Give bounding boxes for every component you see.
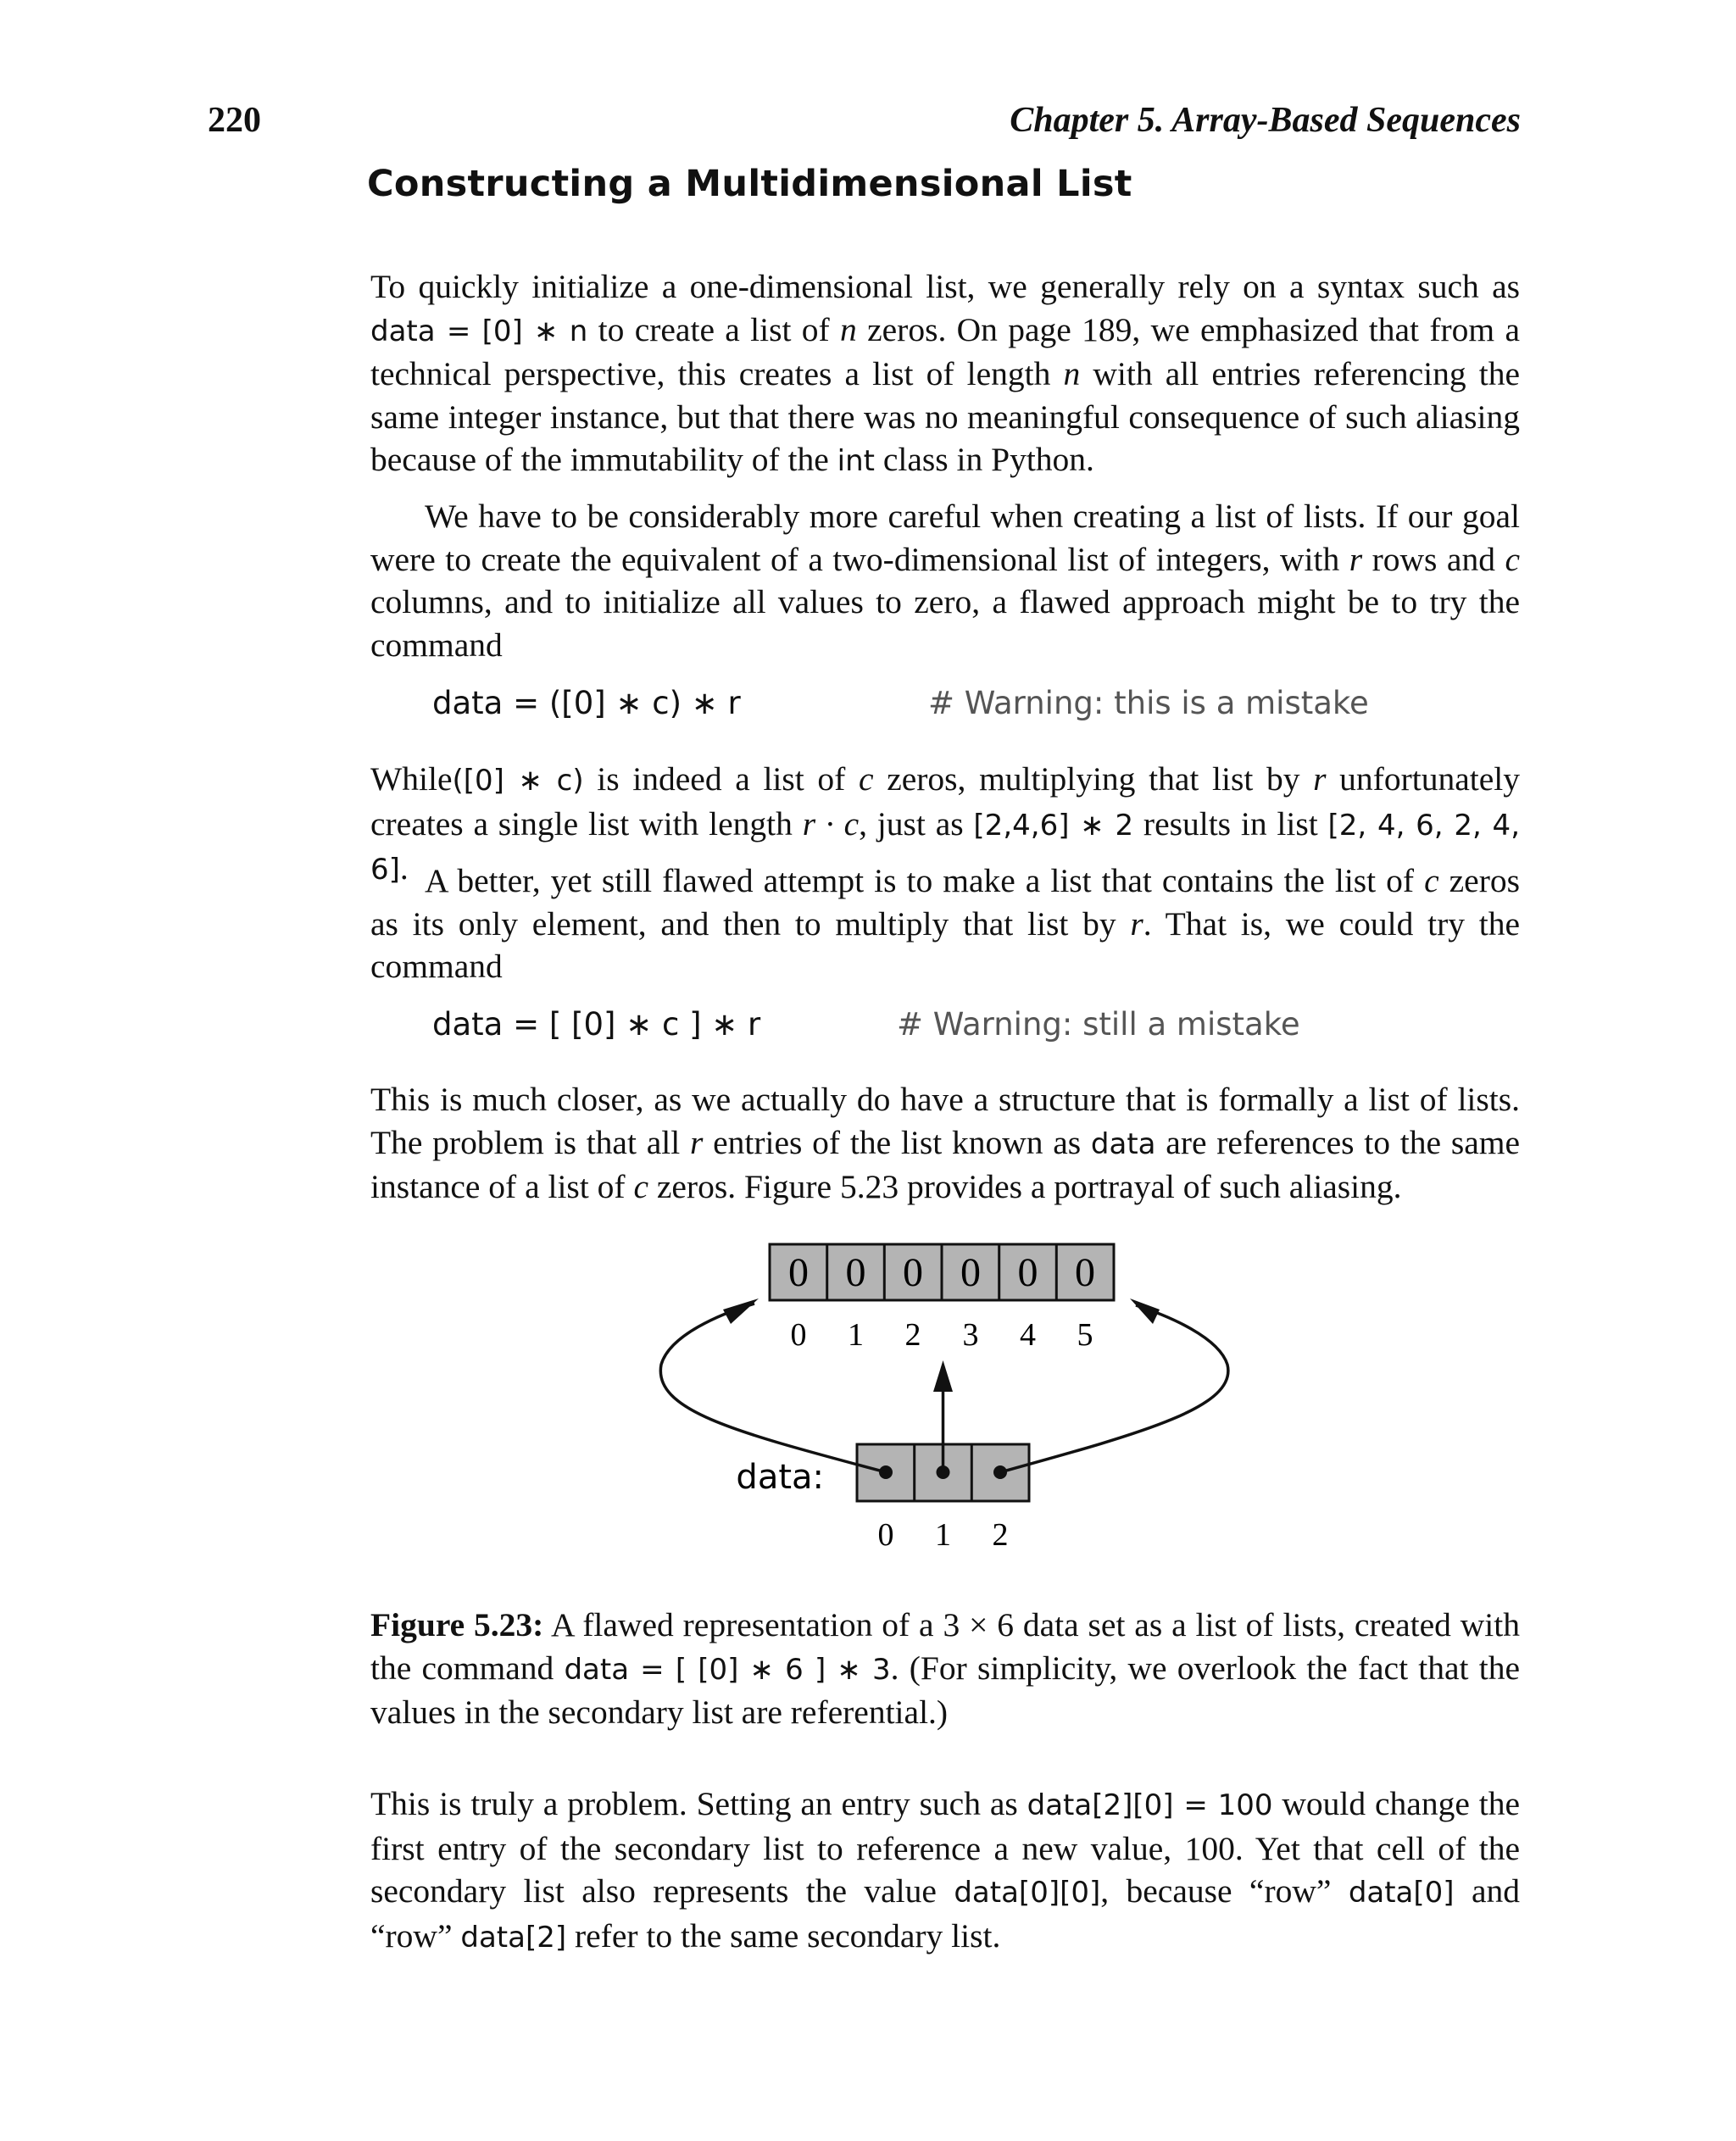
secondary-value: 0 [960, 1250, 981, 1295]
secondary-indices [791, 1317, 1093, 1353]
secondary-list [770, 1244, 1114, 1300]
p5-text-c: are references to the same instance of a list of [370, 1123, 1520, 1205]
p3-code-1: ([0] ∗ c) [452, 764, 584, 798]
p6-code-4: data[2] [460, 1920, 567, 1955]
secondary-index: 4 [1020, 1317, 1036, 1353]
p1-var-n2: n [1063, 355, 1081, 392]
p6-code-1: data[2][0] = 100 [1027, 1788, 1273, 1822]
secondary-value: 0 [1017, 1250, 1038, 1295]
p3-text-g: results in list [1133, 804, 1328, 842]
paragraph-6 [370, 1782, 1520, 1959]
p6-text-a: This is truly a problem. Setting an entry such as [370, 1785, 1027, 1822]
p5-var-c: c [633, 1168, 648, 1205]
p1-var-n1: n [840, 310, 857, 348]
p2-text-d: columns, and to initialize all values to zero, a flawed approach might be to try the command [370, 583, 1520, 664]
arrowhead [1130, 1299, 1160, 1324]
p5-text-d: zeros. Figure 5.23 provides a portrayal of such aliasing. [648, 1168, 1402, 1205]
caption-label: Figure 5.23: [370, 1606, 544, 1643]
p6-text-d: and “row” [370, 1872, 1520, 1955]
primary-list-label: data: [736, 1458, 824, 1497]
p3-text-h: . [399, 849, 409, 887]
p4-text-d: . That is, we could try the command [370, 904, 1520, 985]
p2-var-c: c [1505, 540, 1520, 578]
p1-text-b: to create a list of [587, 310, 841, 348]
caption-text-a: A flawed representation of a 3 × 6 data set as a list of lists, created with the command [370, 1606, 1521, 1687]
p2-text-a: We have to be considerably more careful when creating a list of lists. If our goal were to create the equivalent of a two-dimensional list of integers, with [370, 498, 1520, 578]
p2-text-b: rows and [1362, 540, 1505, 578]
p3-text-b: is indeed a list of [583, 760, 859, 798]
section-title: Constructing a Multidimensional List [367, 163, 1132, 205]
p1-text-d: with all entries referencing the same integer instance, but that there was no meaningful consequence of such aliasing because of the immutability of the [370, 355, 1520, 478]
p1-text-a: To quickly initialize a one-dimensional list, we generally rely on a syntax such as [370, 268, 1520, 305]
primary-index: 0 [877, 1517, 894, 1553]
p6-text-e: refer to the same secondary list. [566, 1916, 1001, 1955]
p4-text-a: A better, yet still flawed attempt is to make a list that contains the list of [425, 862, 1425, 899]
secondary-value: 0 [788, 1250, 809, 1295]
p1-code-1: data = [0] ∗ n [370, 314, 588, 348]
p3-var-c: c [858, 760, 874, 798]
figure-caption [370, 1604, 1520, 1734]
secondary-index: 0 [790, 1317, 807, 1353]
p2-var-r: r [1349, 540, 1363, 578]
p5-text-b: entries of the list known as [703, 1123, 1091, 1161]
secondary-value: 0 [845, 1250, 866, 1295]
p3-code-3: [2, 4, 6, 2, 4, 6] [370, 808, 1521, 887]
p5-var-r: r [689, 1123, 704, 1161]
primary-indices [878, 1517, 1009, 1553]
secondary-value: 0 [1075, 1250, 1095, 1295]
p3-var-rc: r · c [802, 804, 860, 842]
code-comment-2: # Warning: still a mistake [897, 1006, 1300, 1043]
secondary-index: 3 [962, 1317, 979, 1353]
arrowhead [933, 1360, 953, 1392]
p3-code-2: [2,4,6] ∗ 2 [973, 808, 1134, 842]
p3-text-f: , just as [859, 804, 974, 842]
p6-code-2: data[0][0] [954, 1876, 1101, 1910]
secondary-index: 1 [848, 1317, 864, 1353]
p1-text-e: class in Python. [874, 441, 1094, 478]
p1-text-c: zeros. On page 189, we emphasized that from a technical perspective, this creates a list of length [370, 310, 1520, 392]
page-number: 220 [208, 101, 261, 140]
p5-code-1: data [1090, 1126, 1156, 1161]
running-head: Chapter 5. Array-Based Sequences [1010, 101, 1521, 140]
p3-text-a: While [370, 760, 453, 798]
p3-text-d: zeros, multiplying that list by [873, 760, 1314, 798]
primary-index: 1 [935, 1517, 951, 1553]
secondary-value: 0 [903, 1250, 923, 1295]
code-comment-1: # Warning: this is a mistake [928, 685, 1369, 721]
caption-text-b: . (For simplicity, we overlook the fact that the values in the secondary list are referential.) [370, 1649, 1520, 1731]
p5-text-a: This is much closer, as we actually do have a structure that is formally a list of lists. The problem is that all [370, 1081, 1520, 1161]
p4-var-r: r [1130, 904, 1143, 943]
p3-var-r: r [1313, 760, 1327, 798]
primary-index: 2 [992, 1517, 1009, 1553]
p4-text-b: zeros as its only element, and then to multiply that list by [370, 862, 1520, 943]
code-line-1: data = ([0] ∗ c) ∗ r [432, 685, 741, 721]
p6-text-b: would change the first entry of the secondary list to reference a new value, 100. Yet that cell of the secondary list also represents the value [370, 1785, 1521, 1910]
arrowhead [723, 1299, 759, 1324]
p6-code-3: data[0] [1348, 1876, 1455, 1910]
p1-code-2: int [837, 444, 875, 478]
caption-code: data = [ [0] ∗ 6 ] ∗ 3 [564, 1652, 891, 1687]
p6-text-c: , because “row” [1100, 1872, 1349, 1910]
p3-text-e: unfortunately creates a single list with length [370, 760, 1520, 842]
secondary-index: 5 [1077, 1317, 1093, 1353]
code-line-2: data = [ [0] ∗ c ] ∗ r [432, 1006, 761, 1043]
secondary-index: 2 [904, 1317, 921, 1353]
p4-var-c: c [1424, 862, 1439, 899]
